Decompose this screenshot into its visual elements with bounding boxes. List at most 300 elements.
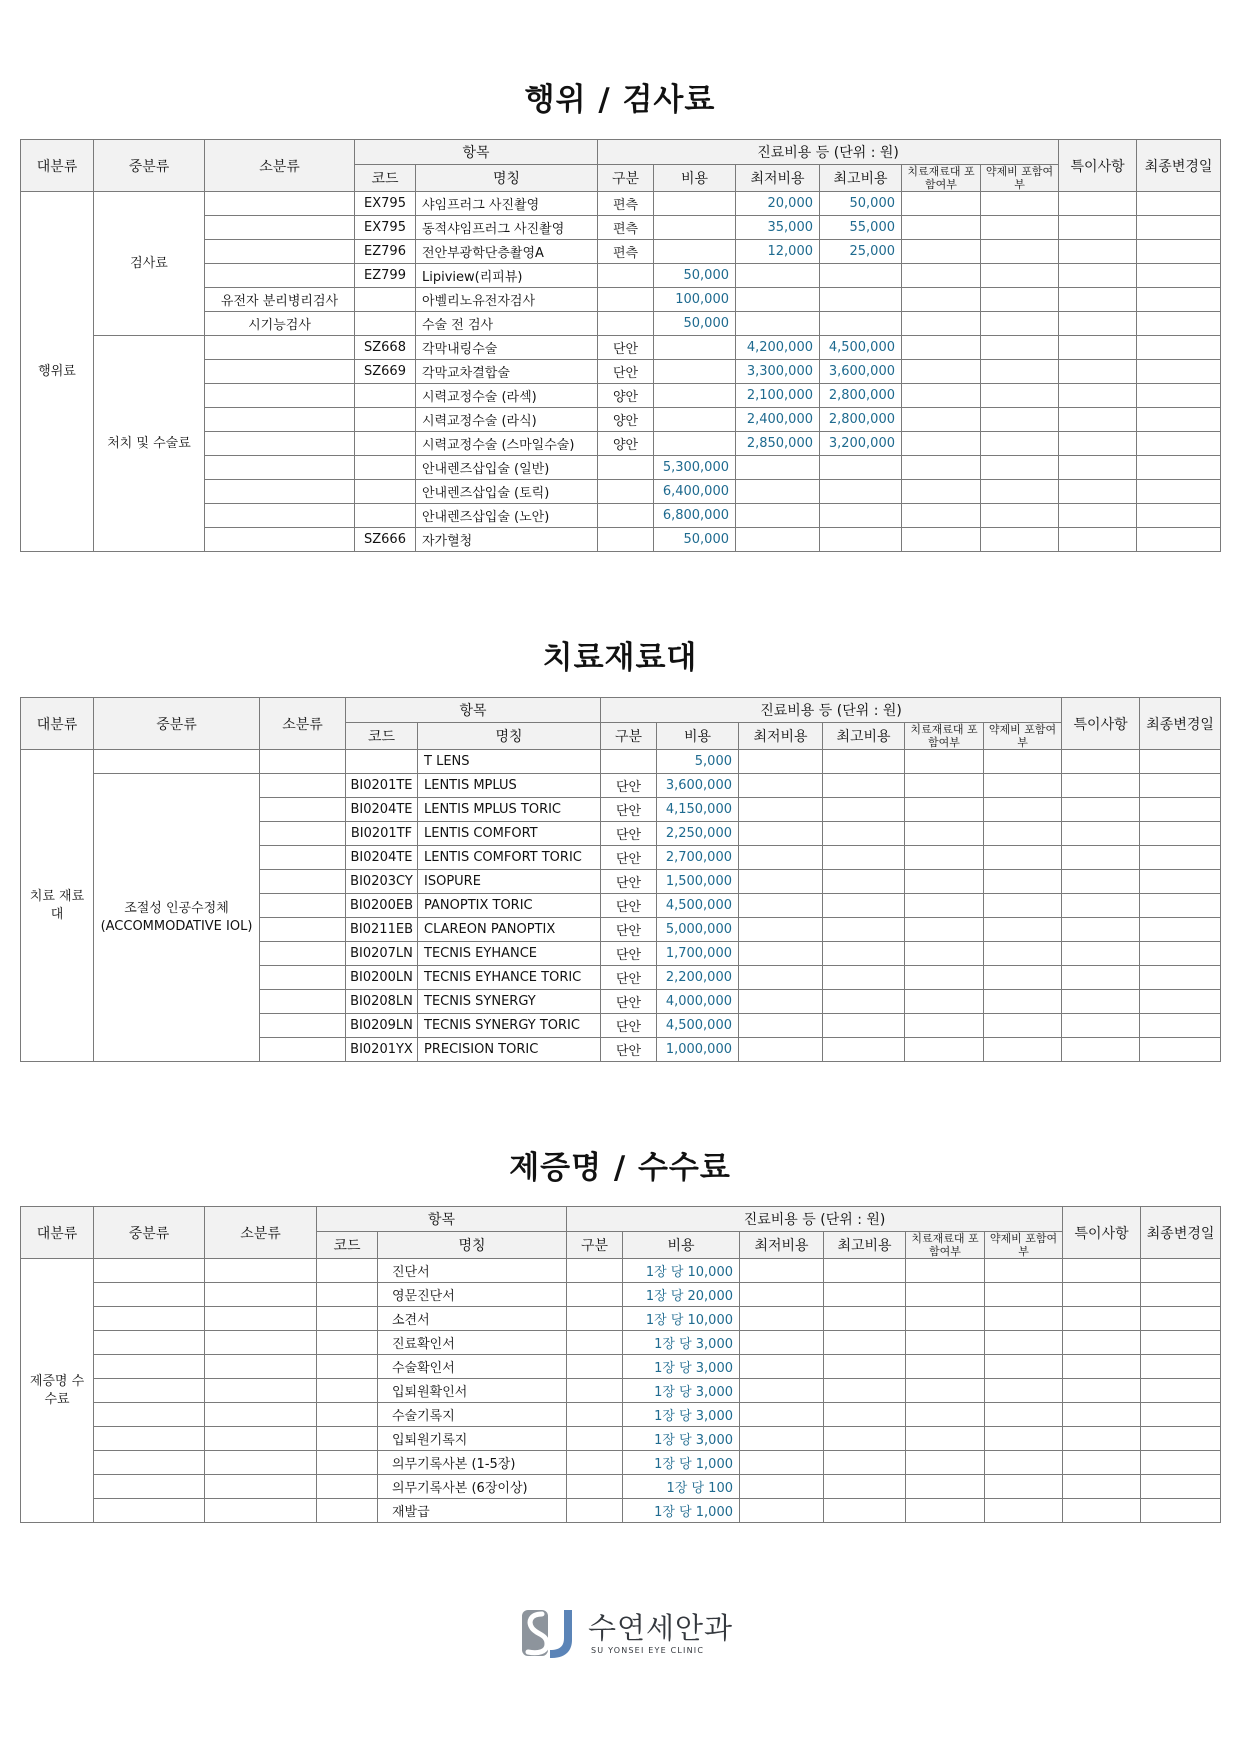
drug-incl-cell — [985, 1355, 1063, 1379]
drug-incl-cell — [984, 870, 1062, 894]
max-cost-cell — [820, 312, 902, 336]
code-cell: EX795 — [355, 192, 416, 216]
last-changed-cell — [1140, 1014, 1221, 1038]
cost-cell: 1장 당 1,000 — [623, 1451, 740, 1475]
max-cost-cell — [824, 1427, 906, 1451]
type-cell — [598, 264, 654, 288]
col-code: 코드 — [317, 1232, 378, 1259]
material-incl-cell — [906, 1475, 985, 1499]
max-cost-cell — [824, 1403, 906, 1427]
name-cell: Lipiview(리피뷰) — [416, 264, 598, 288]
min-cost-cell — [739, 846, 823, 870]
drug-incl-cell — [984, 918, 1062, 942]
type-cell — [567, 1499, 623, 1523]
code-cell — [317, 1259, 378, 1283]
col-type: 구분 — [567, 1232, 623, 1259]
cost-cell: 4,150,000 — [657, 798, 739, 822]
minor-category-cell — [260, 846, 346, 870]
col-middle: 중분류 — [94, 140, 205, 192]
min-cost-cell — [740, 1427, 824, 1451]
cost-cell: 1,700,000 — [657, 942, 739, 966]
type-cell — [567, 1283, 623, 1307]
last-changed-cell — [1140, 894, 1221, 918]
drug-incl-cell — [985, 1451, 1063, 1475]
cost-cell: 1장 당 100 — [623, 1475, 740, 1499]
code-cell — [346, 750, 418, 774]
last-changed-cell — [1137, 504, 1221, 528]
last-changed-cell — [1140, 750, 1221, 774]
remarks-cell — [1062, 798, 1140, 822]
cost-cell: 1,500,000 — [657, 870, 739, 894]
col-material-incl: 치료재료대 포함여부 — [902, 165, 981, 192]
material-incl-cell — [905, 990, 984, 1014]
name-cell: 소견서 — [378, 1307, 567, 1331]
major-category-cell: 치료 재료대 — [21, 750, 94, 1062]
max-cost-cell — [820, 264, 902, 288]
min-cost-cell — [740, 1499, 824, 1523]
remarks-cell — [1059, 528, 1137, 552]
clinic-logo — [520, 1606, 734, 1660]
minor-category-cell — [260, 870, 346, 894]
name-cell: 수술기록지 — [378, 1403, 567, 1427]
drug-incl-cell — [981, 480, 1059, 504]
material-incl-cell — [902, 312, 981, 336]
col-max-cost: 최고비용 — [820, 165, 902, 192]
drug-incl-cell — [985, 1379, 1063, 1403]
last-changed-cell — [1137, 480, 1221, 504]
max-cost-cell: 4,500,000 — [820, 336, 902, 360]
min-cost-cell — [736, 288, 820, 312]
name-cell: 시력교정수술 (라식) — [416, 408, 598, 432]
drug-incl-cell — [981, 216, 1059, 240]
table-row — [21, 1355, 1221, 1379]
material-incl-cell — [902, 384, 981, 408]
drug-incl-cell — [984, 774, 1062, 798]
remarks-cell — [1062, 822, 1140, 846]
middle-category-cell — [94, 750, 260, 774]
type-cell — [567, 1259, 623, 1283]
type-cell: 단안 — [601, 822, 657, 846]
last-changed-cell — [1137, 240, 1221, 264]
col-major: 대분류 — [21, 1207, 94, 1259]
last-changed-cell — [1140, 918, 1221, 942]
table-row — [21, 1283, 1221, 1307]
major-category-cell: 행위료 — [21, 192, 94, 552]
max-cost-cell — [823, 942, 905, 966]
name-cell: 재발급 — [378, 1499, 567, 1523]
min-cost-cell — [740, 1355, 824, 1379]
name-cell: 시력교정수술 (스마일수술) — [416, 432, 598, 456]
last-changed-cell — [1137, 288, 1221, 312]
min-cost-cell — [739, 894, 823, 918]
code-cell — [317, 1403, 378, 1427]
drug-incl-cell — [981, 192, 1059, 216]
cost-cell: 1장 당 3,000 — [623, 1427, 740, 1451]
code-cell: SZ666 — [355, 528, 416, 552]
minor-category-cell — [260, 774, 346, 798]
max-cost-cell — [824, 1259, 906, 1283]
max-cost-cell — [823, 822, 905, 846]
max-cost-cell: 55,000 — [820, 216, 902, 240]
drug-incl-cell — [984, 990, 1062, 1014]
last-changed-cell — [1140, 990, 1221, 1014]
material-incl-cell — [902, 480, 981, 504]
drug-incl-cell — [985, 1259, 1063, 1283]
col-min-cost: 최저비용 — [739, 723, 823, 750]
minor-category-cell — [260, 1014, 346, 1038]
max-cost-cell: 2,800,000 — [820, 408, 902, 432]
max-cost-cell: 25,000 — [820, 240, 902, 264]
name-cell: 진료확인서 — [378, 1331, 567, 1355]
cost-cell: 2,700,000 — [657, 846, 739, 870]
cost-cell: 5,300,000 — [654, 456, 736, 480]
drug-incl-cell — [985, 1475, 1063, 1499]
code-cell — [355, 480, 416, 504]
material-incl-cell — [906, 1427, 985, 1451]
code-cell — [317, 1427, 378, 1451]
minor-category-cell — [205, 1427, 317, 1451]
remarks-cell — [1063, 1475, 1141, 1499]
col-cost-group: 진료비용 등 (단위 : 원) — [567, 1207, 1063, 1232]
code-cell — [317, 1475, 378, 1499]
material-incl-cell — [902, 192, 981, 216]
cost-cell: 50,000 — [654, 528, 736, 552]
last-changed-cell — [1141, 1331, 1221, 1355]
minor-category-cell — [205, 432, 355, 456]
cost-cell: 1장 당 1,000 — [623, 1499, 740, 1523]
max-cost-cell: 50,000 — [820, 192, 902, 216]
middle-category-cell — [94, 1259, 205, 1283]
min-cost-cell — [739, 750, 823, 774]
code-cell — [355, 312, 416, 336]
middle-category-cell: 처치 및 수술료 — [94, 336, 205, 552]
last-changed-cell — [1141, 1403, 1221, 1427]
min-cost-cell — [739, 870, 823, 894]
name-cell: TECNIS EYHANCE — [418, 942, 601, 966]
min-cost-cell — [736, 480, 820, 504]
min-cost-cell: 2,400,000 — [736, 408, 820, 432]
drug-incl-cell — [981, 264, 1059, 288]
table-row — [21, 1331, 1221, 1355]
cost-cell: 100,000 — [654, 288, 736, 312]
max-cost-cell — [824, 1379, 906, 1403]
col-min-cost: 최저비용 — [740, 1232, 824, 1259]
col-remarks: 특이사항 — [1063, 1207, 1141, 1259]
name-cell: LENTIS COMFORT — [418, 822, 601, 846]
cost-cell: 2,250,000 — [657, 822, 739, 846]
code-cell — [355, 408, 416, 432]
code-cell: BI0204TE — [346, 798, 418, 822]
col-item: 항목 — [317, 1207, 567, 1232]
min-cost-cell — [739, 798, 823, 822]
min-cost-cell — [740, 1283, 824, 1307]
name-cell: 안내렌즈삽입술 (일반) — [416, 456, 598, 480]
last-changed-cell — [1140, 870, 1221, 894]
cost-cell: 4,500,000 — [657, 894, 739, 918]
minor-category-cell — [260, 798, 346, 822]
code-cell: SZ669 — [355, 360, 416, 384]
last-changed-cell — [1137, 408, 1221, 432]
min-cost-cell: 35,000 — [736, 216, 820, 240]
name-cell: 아벨리노유전자검사 — [416, 288, 598, 312]
code-cell: BI0201TF — [346, 822, 418, 846]
minor-category-cell — [260, 822, 346, 846]
drug-incl-cell — [985, 1499, 1063, 1523]
max-cost-cell: 3,200,000 — [820, 432, 902, 456]
material-incl-cell — [906, 1451, 985, 1475]
col-last-changed: 최종변경일 — [1141, 1207, 1221, 1259]
col-middle: 중분류 — [94, 698, 260, 750]
material-incl-cell — [902, 288, 981, 312]
material-incl-cell — [906, 1499, 985, 1523]
max-cost-cell — [824, 1307, 906, 1331]
certificates-table — [20, 1206, 1221, 1523]
material-incl-cell — [905, 966, 984, 990]
col-remarks: 특이사항 — [1062, 698, 1140, 750]
name-cell: 입퇴원기록지 — [378, 1427, 567, 1451]
col-name: 명칭 — [416, 165, 598, 192]
drug-incl-cell — [981, 288, 1059, 312]
material-incl-cell — [906, 1403, 985, 1427]
cost-cell — [654, 432, 736, 456]
cost-cell: 2,200,000 — [657, 966, 739, 990]
last-changed-cell — [1137, 216, 1221, 240]
max-cost-cell — [823, 990, 905, 1014]
name-cell: 수술 전 검사 — [416, 312, 598, 336]
type-cell — [567, 1355, 623, 1379]
col-drug-incl: 약제비 포함여부 — [984, 723, 1062, 750]
drug-incl-cell — [984, 846, 1062, 870]
minor-category-cell — [260, 918, 346, 942]
max-cost-cell — [823, 774, 905, 798]
cost-cell — [654, 216, 736, 240]
cost-cell: 1장 당 3,000 — [623, 1355, 740, 1379]
drug-incl-cell — [985, 1307, 1063, 1331]
cost-cell: 50,000 — [654, 312, 736, 336]
minor-category-cell — [260, 990, 346, 1014]
material-incl-cell — [902, 360, 981, 384]
max-cost-cell — [824, 1451, 906, 1475]
name-cell: 진단서 — [378, 1259, 567, 1283]
min-cost-cell — [739, 966, 823, 990]
material-incl-cell — [905, 870, 984, 894]
name-cell: 각막교차결합술 — [416, 360, 598, 384]
section-title-materials: 치료재료대 — [542, 640, 698, 676]
cost-cell — [654, 360, 736, 384]
cost-cell: 4,500,000 — [657, 1014, 739, 1038]
type-cell: 양안 — [598, 384, 654, 408]
max-cost-cell — [824, 1475, 906, 1499]
type-cell: 단안 — [601, 990, 657, 1014]
name-cell: PANOPTIX TORIC — [418, 894, 601, 918]
remarks-cell — [1059, 240, 1137, 264]
remarks-cell — [1063, 1259, 1141, 1283]
code-cell — [317, 1499, 378, 1523]
middle-category-cell — [94, 1403, 205, 1427]
col-minor: 소분류 — [205, 140, 355, 192]
minor-category-cell — [205, 456, 355, 480]
code-cell — [355, 288, 416, 312]
name-cell: 안내렌즈삽입술 (토릭) — [416, 480, 598, 504]
remarks-cell — [1059, 384, 1137, 408]
col-cost-group: 진료비용 등 (단위 : 원) — [601, 698, 1062, 723]
type-cell: 단안 — [601, 894, 657, 918]
material-incl-cell — [905, 1014, 984, 1038]
min-cost-cell — [739, 1038, 823, 1062]
minor-category-cell — [205, 1475, 317, 1499]
min-cost-cell — [736, 264, 820, 288]
remarks-cell — [1063, 1379, 1141, 1403]
material-incl-cell — [905, 918, 984, 942]
type-cell — [567, 1331, 623, 1355]
middle-category-cell: 검사료 — [94, 192, 205, 336]
col-max-cost: 최고비용 — [824, 1232, 906, 1259]
col-code: 코드 — [355, 165, 416, 192]
table-row — [21, 1499, 1221, 1523]
drug-incl-cell — [984, 822, 1062, 846]
code-cell — [317, 1283, 378, 1307]
max-cost-cell — [823, 918, 905, 942]
col-name: 명칭 — [378, 1232, 567, 1259]
col-last-changed: 최종변경일 — [1137, 140, 1221, 192]
code-cell: BI0207LN — [346, 942, 418, 966]
min-cost-cell: 20,000 — [736, 192, 820, 216]
cost-cell: 6,800,000 — [654, 504, 736, 528]
min-cost-cell — [736, 456, 820, 480]
remarks-cell — [1062, 918, 1140, 942]
col-type: 구분 — [598, 165, 654, 192]
material-incl-cell — [906, 1283, 985, 1307]
col-code: 코드 — [346, 723, 418, 750]
drug-incl-cell — [981, 456, 1059, 480]
last-changed-cell — [1137, 528, 1221, 552]
middle-category-cell — [94, 1427, 205, 1451]
material-incl-cell — [902, 408, 981, 432]
material-incl-cell — [906, 1259, 985, 1283]
drug-incl-cell — [981, 408, 1059, 432]
minor-category-cell — [205, 192, 355, 216]
last-changed-cell — [1140, 966, 1221, 990]
minor-category-cell — [205, 384, 355, 408]
code-cell: BI0201YX — [346, 1038, 418, 1062]
type-cell: 단안 — [598, 360, 654, 384]
drug-incl-cell — [981, 360, 1059, 384]
remarks-cell — [1062, 870, 1140, 894]
drug-incl-cell — [985, 1283, 1063, 1307]
name-cell: 수술확인서 — [378, 1355, 567, 1379]
cost-cell: 1장 당 20,000 — [623, 1283, 740, 1307]
min-cost-cell: 2,100,000 — [736, 384, 820, 408]
cost-cell: 4,000,000 — [657, 990, 739, 1014]
middle-category-cell — [94, 1379, 205, 1403]
type-cell — [601, 750, 657, 774]
code-cell — [355, 504, 416, 528]
min-cost-cell — [740, 1451, 824, 1475]
material-incl-cell — [905, 1038, 984, 1062]
code-cell — [317, 1331, 378, 1355]
type-cell: 단안 — [598, 336, 654, 360]
code-cell — [317, 1307, 378, 1331]
last-changed-cell — [1140, 798, 1221, 822]
type-cell: 양안 — [598, 432, 654, 456]
drug-incl-cell — [984, 1038, 1062, 1062]
minor-category-cell — [205, 1307, 317, 1331]
max-cost-cell — [823, 894, 905, 918]
middle-category-cell — [94, 1307, 205, 1331]
col-drug-incl: 약제비 포함여부 — [985, 1232, 1063, 1259]
last-changed-cell — [1137, 264, 1221, 288]
type-cell — [567, 1307, 623, 1331]
section-title-certificates: 제증명 / 수수료 — [509, 1150, 731, 1186]
minor-category-cell — [205, 1331, 317, 1355]
code-cell — [355, 384, 416, 408]
cost-cell: 1장 당 10,000 — [623, 1307, 740, 1331]
cost-cell — [654, 408, 736, 432]
last-changed-cell — [1140, 942, 1221, 966]
name-cell: LENTIS MPLUS TORIC — [418, 798, 601, 822]
name-cell: LENTIS COMFORT TORIC — [418, 846, 601, 870]
material-incl-cell — [905, 750, 984, 774]
code-cell — [317, 1379, 378, 1403]
table-row — [21, 192, 1221, 216]
name-cell: 전안부광학단층촬영A — [416, 240, 598, 264]
minor-category-cell — [205, 240, 355, 264]
type-cell: 편측 — [598, 192, 654, 216]
col-material-incl: 치료재료대 포함여부 — [906, 1232, 985, 1259]
last-changed-cell — [1141, 1475, 1221, 1499]
table-row — [21, 774, 1221, 798]
name-cell: 시력교정수술 (라섹) — [416, 384, 598, 408]
material-incl-cell — [902, 264, 981, 288]
min-cost-cell: 12,000 — [736, 240, 820, 264]
drug-incl-cell — [981, 504, 1059, 528]
drug-incl-cell — [984, 798, 1062, 822]
cost-cell — [654, 192, 736, 216]
materials-table — [20, 697, 1221, 1062]
middle-category-cell: 조절성 인공수정체 (ACCOMMODATIVE IOL) — [94, 774, 260, 1062]
code-cell: BI0208LN — [346, 990, 418, 1014]
min-cost-cell — [739, 918, 823, 942]
last-changed-cell — [1141, 1451, 1221, 1475]
cost-cell: 6,400,000 — [654, 480, 736, 504]
last-changed-cell — [1137, 192, 1221, 216]
code-cell: BI0200EB — [346, 894, 418, 918]
name-cell: CLAREON PANOPTIX — [418, 918, 601, 942]
min-cost-cell — [736, 528, 820, 552]
drug-incl-cell — [984, 966, 1062, 990]
code-cell — [355, 456, 416, 480]
middle-category-cell — [94, 1283, 205, 1307]
minor-category-cell — [260, 942, 346, 966]
drug-incl-cell — [981, 432, 1059, 456]
type-cell: 단안 — [601, 918, 657, 942]
col-last-changed: 최종변경일 — [1140, 698, 1221, 750]
min-cost-cell — [736, 312, 820, 336]
type-cell: 양안 — [598, 408, 654, 432]
remarks-cell — [1062, 1014, 1140, 1038]
code-cell: EZ796 — [355, 240, 416, 264]
code-cell: BI0204TE — [346, 846, 418, 870]
last-changed-cell — [1137, 432, 1221, 456]
material-incl-cell — [902, 528, 981, 552]
drug-incl-cell — [981, 384, 1059, 408]
name-cell: 자가혈청 — [416, 528, 598, 552]
drug-incl-cell — [984, 1014, 1062, 1038]
type-cell: 단안 — [601, 942, 657, 966]
last-changed-cell — [1137, 360, 1221, 384]
max-cost-cell — [820, 528, 902, 552]
table-row — [21, 1475, 1221, 1499]
